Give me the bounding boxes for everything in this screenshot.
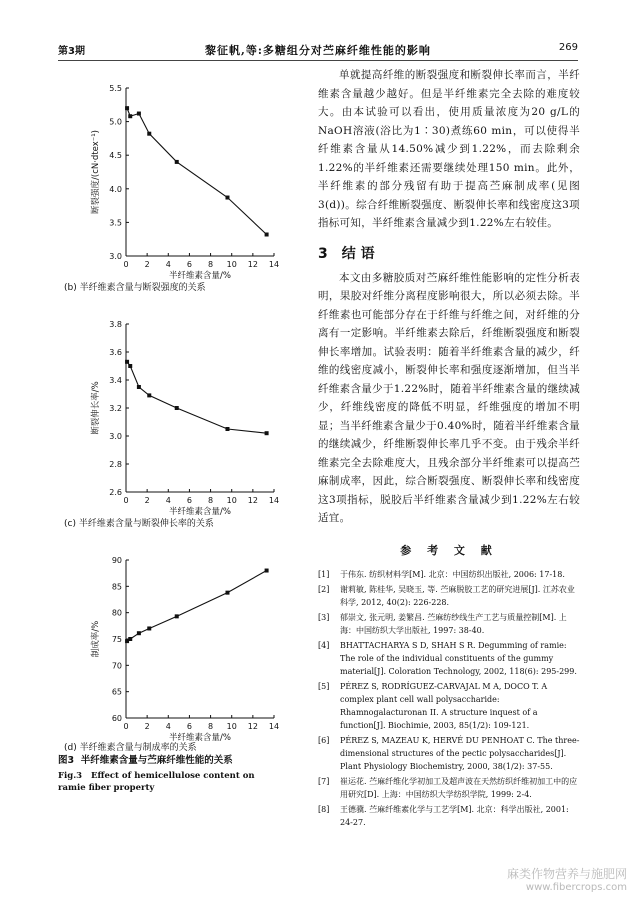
reference-text: 王德骥. 苎麻纤维素化学与工艺学[M]. 北京：科学出版社, 2001: 24-27. [340, 804, 569, 827]
x-tick-label: 8 [208, 496, 214, 505]
x-tick-label: 4 [165, 496, 171, 505]
header-rule [58, 60, 578, 61]
chart-c-svg [58, 302, 308, 517]
y-tick-label: 4.0 [109, 184, 122, 194]
x-tick-label: 14 [268, 260, 280, 269]
x-tick-label: 12 [247, 260, 258, 269]
reference-index: [3] [318, 612, 330, 622]
x-tick-label: 4 [165, 260, 171, 269]
y-tick-label: 3.0 [109, 432, 122, 441]
data-point [147, 393, 151, 397]
y-tick-label: 2.8 [109, 460, 122, 469]
page-header [58, 42, 578, 62]
reference-text: 于伟东. 纺织材料学[M]. 北京：中国纺织出版社, 2006: 17-18. [340, 569, 565, 579]
chart-d-caption: (d) 半纤维素含量与制成率的关系 [64, 743, 197, 753]
series-line [127, 362, 267, 433]
issue-number: 第3期 [58, 46, 85, 57]
series-line [127, 571, 267, 642]
x-tick-label: 14 [268, 496, 280, 505]
watermark-url: www.fibercrops.com [525, 882, 627, 893]
x-tick-label: 2 [144, 260, 150, 269]
data-point [265, 232, 269, 236]
y-tick-label: 65 [111, 687, 122, 697]
series-line [127, 108, 267, 234]
y-tick-label: 3.4 [109, 376, 122, 385]
data-point [137, 385, 141, 389]
page-number: 269 [558, 42, 578, 53]
reference-item [318, 775, 580, 801]
x-tick-label: 8 [208, 260, 214, 269]
figure-caption-en: Effect of hemicellulose content on ramie fiber property [58, 771, 255, 793]
reference-index: [5] [318, 681, 330, 691]
reference-index: [1] [318, 569, 330, 579]
data-point [225, 196, 229, 200]
y-tick-label: 3.8 [109, 320, 122, 329]
section-title: 结 语 [341, 245, 375, 262]
chart-d [58, 540, 308, 772]
y-axis-label: 断裂强度/(cN·dtex⁻¹) [91, 130, 101, 214]
section-heading [318, 243, 580, 263]
data-point [175, 614, 179, 618]
reference-item [318, 583, 580, 609]
x-tick-label: 4 [165, 722, 171, 731]
reference-item [318, 680, 580, 732]
references-heading: 参 考 文 献 [400, 543, 498, 557]
data-point [128, 637, 132, 641]
data-point [225, 591, 229, 595]
reference-text: PÉREZ S, RODRÍGUEZ-CARVAJAL M A, DOCO T. A complex plant cell wall polysaccharide: Rhamnogalacturonan II. A structure inquest of a function[J]. Biochimie, 2003, 85(1/2): 109-121. [340, 681, 548, 730]
reference-text: PÉREZ S, MAZEAU K, HERVÉ DU PENHOAT C. The three-dimensional structures of the pectic polysaccharides[J]. Plant Physiology Biochemistry, 2000, 38(1/2): 37-55. [340, 735, 580, 771]
y-tick-label: 60 [111, 714, 122, 723]
x-tick-label: 10 [226, 496, 237, 505]
x-axis-label: 半纤维素含量/% [169, 271, 231, 281]
data-point [137, 631, 141, 635]
figure-label-cn: 图3 [58, 755, 75, 766]
chart-b-caption: (b) 半纤维素含量与断裂强度的关系 [64, 283, 206, 293]
reference-item [318, 734, 580, 773]
data-point [137, 112, 141, 116]
reference-text: 崔运花. 苎麻纤维化学初加工及超声波在天然纺织纤维初加工中的应用研究[D]. 上海：中国纺织大学纺织学院, 1999: 2-4. [340, 776, 578, 799]
y-tick-label: 3.5 [109, 218, 122, 228]
x-axis-label: 半纤维素含量/% [169, 507, 231, 517]
watermark [507, 865, 627, 893]
x-tick-label: 2 [144, 496, 150, 505]
chart-c [58, 302, 308, 534]
reference-text: 郁崇文, 张元明, 姜繁昌. 苎麻纺纱线生产工艺与质量控制[M]. 上海：中国纺织大学出版社, 1997: 38-40. [340, 612, 567, 635]
figure-label-en: Fig.3 [58, 771, 83, 781]
x-tick-label: 12 [247, 722, 258, 731]
y-axis-label: 断裂伸长率/% [91, 381, 101, 435]
data-point [125, 106, 129, 110]
data-point [265, 431, 269, 435]
y-tick-label: 3.6 [109, 348, 122, 357]
x-tick-label: 6 [186, 722, 192, 731]
watermark-cn: 麻类作物营养与施肥网 [506, 867, 627, 881]
reference-item [318, 568, 580, 581]
x-tick-label: 14 [268, 722, 280, 731]
data-point [265, 569, 269, 573]
data-point [147, 132, 151, 136]
data-point [125, 360, 129, 364]
y-tick-label: 85 [111, 582, 122, 592]
x-tick-label: 2 [144, 722, 150, 731]
y-tick-label: 2.6 [109, 488, 122, 497]
x-tick-label: 6 [186, 260, 192, 269]
data-point [225, 427, 229, 431]
x-tick-label: 8 [208, 722, 214, 731]
figure-title-cn [58, 752, 308, 766]
y-tick-label: 70 [111, 661, 122, 671]
x-tick-label: 0 [123, 260, 129, 269]
reference-text: 谢莉敏, 陈桂华, 吴晓玉, 等. 苎麻脱胶工艺的研究进展[J]. 江苏农业科学, 2012, 40(2): 226-228. [340, 584, 575, 607]
reference-text: BHATTACHARYA S D, SHAH S R. Degumming of ramie: The role of the individual constituents of the gummy material[J]. Coloration Technology, 2002, 118(6): 295-299. [340, 640, 577, 676]
y-tick-label: 4.5 [109, 151, 122, 161]
chart-c-caption: (c) 半纤维素含量与断裂伸长率的关系 [64, 519, 214, 529]
y-tick-label: 80 [111, 608, 122, 618]
reference-index: [6] [318, 735, 330, 745]
chart-b [58, 66, 308, 298]
section-number: 3 [318, 245, 328, 262]
x-tick-label: 6 [186, 496, 192, 505]
x-tick-label: 0 [123, 496, 129, 505]
reference-index: [8] [318, 804, 330, 814]
reference-list [318, 568, 580, 829]
data-point [128, 114, 132, 118]
figure-caption-cn: 半纤维素含量与苎麻纤维性能的关系 [80, 755, 233, 766]
data-point [147, 626, 151, 630]
chart-b-svg [58, 66, 308, 281]
x-tick-label: 0 [123, 722, 129, 731]
y-axis-label: 制成率/% [91, 620, 101, 658]
reference-index: [7] [318, 776, 330, 786]
x-tick-label: 10 [226, 722, 237, 731]
x-tick-label: 12 [247, 496, 258, 505]
figure-title-en [58, 770, 278, 794]
reference-index: [4] [318, 640, 330, 650]
data-point [175, 406, 179, 410]
x-tick-label: 10 [226, 260, 237, 269]
y-tick-label: 3.2 [109, 404, 122, 413]
y-tick-label: 75 [111, 635, 122, 644]
running-title: 黎征帆,等:多糖组分对苎麻纤维性能的影响 [205, 44, 431, 57]
y-tick-label: 3.0 [109, 252, 122, 261]
reference-item [318, 639, 580, 678]
y-tick-label: 5.5 [109, 84, 122, 93]
reference-item [318, 611, 580, 637]
chart-d-svg [58, 540, 308, 744]
text-column [318, 66, 580, 831]
figure-column [58, 66, 308, 846]
y-tick-label: 5.0 [109, 117, 122, 127]
data-point [128, 364, 132, 368]
data-point [175, 160, 179, 164]
y-tick-label: 90 [111, 556, 122, 565]
reference-item [318, 803, 580, 829]
x-axis-label: 半纤维素含量/% [169, 733, 231, 743]
reference-index: [2] [318, 584, 330, 594]
body-paragraph-2: 本文由多糖胶质对苎麻纤维性能影响的定性分析表明，果胶对纤维分离程度影响很大，所以必须去除。半纤维素也可能部分存在于纤维与纤维之间，对纤维的分离有一定影响。半纤维素去除后，纤维断裂强度和断裂伸长率增加。试验表明：随着半纤维素含量的减少，纤维的线密度减小，断裂伸长率和强度逐渐增加，但当半纤维素含量少于1.22%时，随着半纤维素含量的继续减少，纤维线密度的降低不明显，纤维强度的增加不明显；当半纤维素含量少于0.40%时，随着半纤维素含量的继续减少，纤维断裂伸长率几乎不变。由于残余半纤维素完全去除难度大，且残余部分半纤维素可以提高苎麻制成率，因此，综合断裂强度、断裂伸长率和线密度这3项指标，脱胶后半纤维素含量减少到1.22%左右较适宜。 [318, 271, 580, 524]
body-paragraph-1: 单就提高纤维的断裂强度和断裂伸长率而言，半纤维素含量越少越好。但是半纤维素完全去除的难度较大。由本试验可以看出，使用质量浓度为20 g/L的NaOH溶液(浴比为1∶30)煮练60 min，可以使得半纤维素含量从14.50%减少到1.22%，而去除剩余1.22%的半纤维素还需要继续处理150 min。此外，半纤维素的部分残留有助于提高苎麻制成率(见图3(d))。综合纤维断裂强度、断裂伸长率和线密度这3项指标可知，半纤维素含量减少到1.22%左右较佳。 [318, 69, 580, 229]
